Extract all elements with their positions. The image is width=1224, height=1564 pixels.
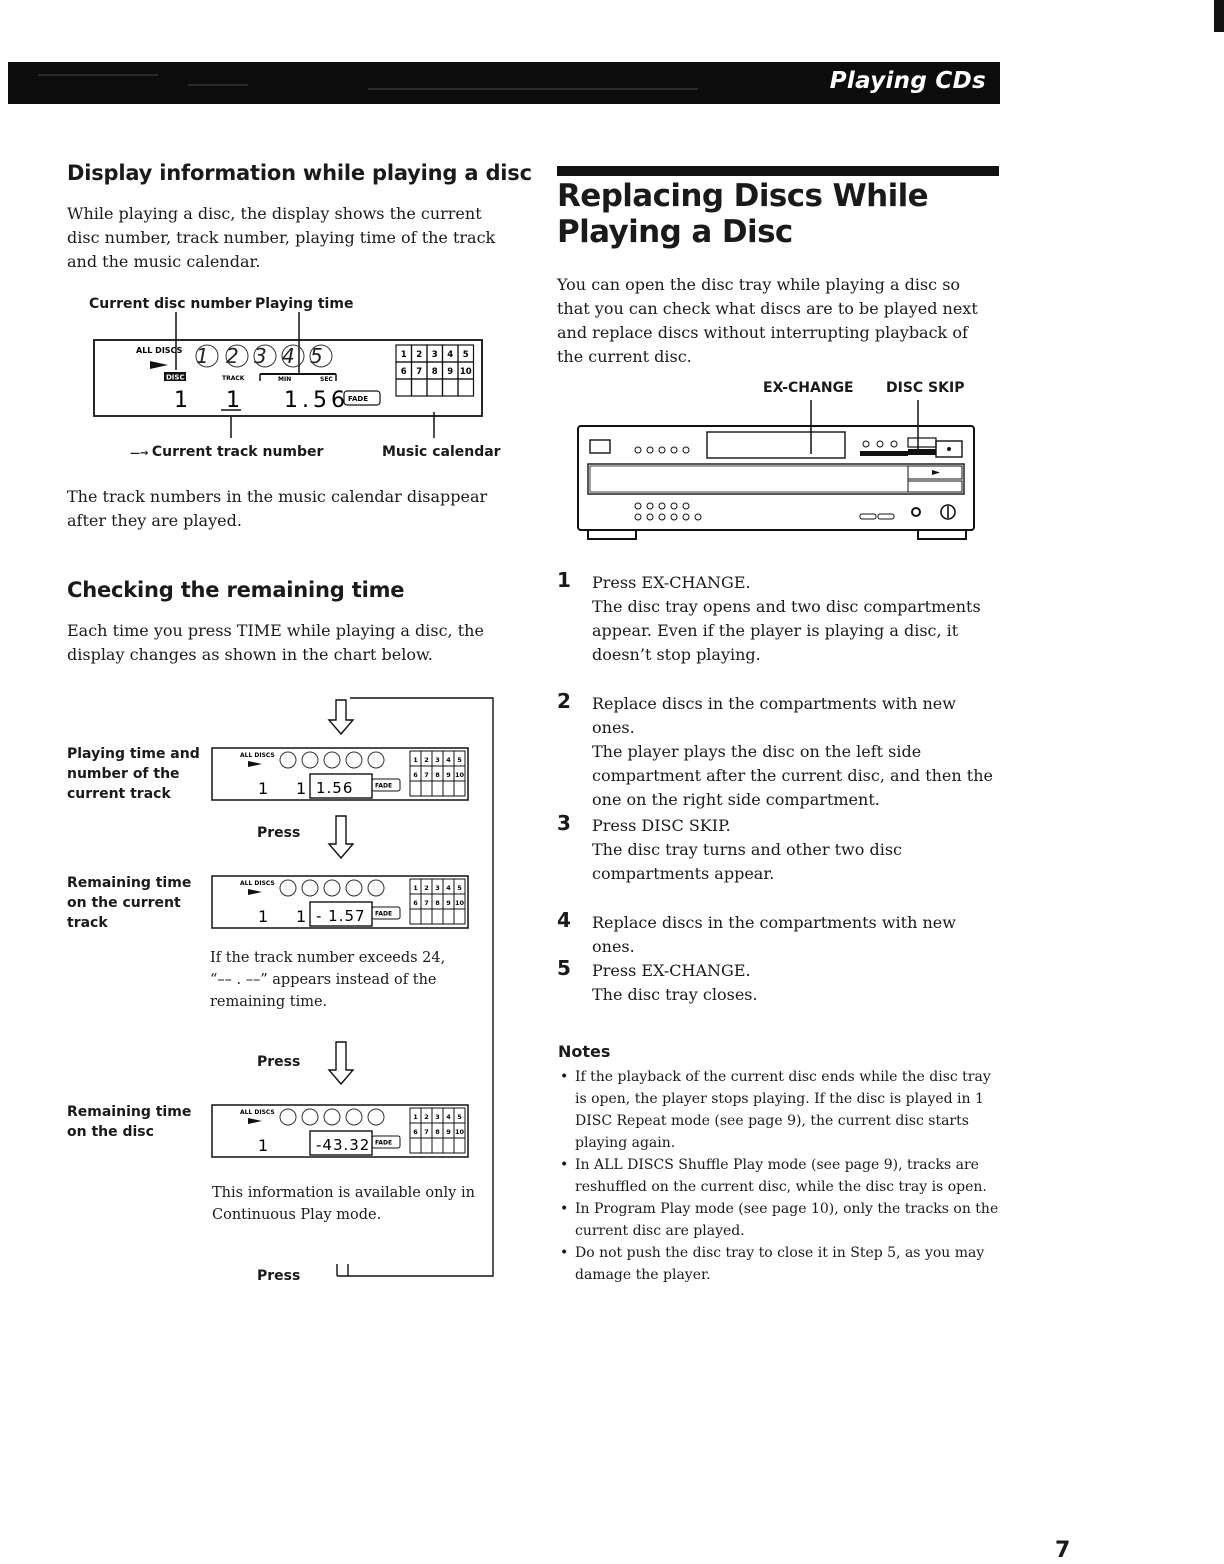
down-arrow-icon [329, 700, 353, 734]
calendar-number: 3 [431, 350, 438, 360]
calendar-cell [443, 909, 454, 924]
remaining-time-heading: Checking the remaining time [67, 578, 405, 602]
note-item: • If the playback of the current disc ends while the disc tray is open, the player stops playing. If the disc is played in 1 DISC Repeat mode (see page 9), the current disc starts playing again. [558, 1066, 1004, 1154]
remaining-time-body: Each time you press TIME while playing a disc, the display changes as shown in the chart below. [67, 621, 484, 664]
calendar-number: 6 [400, 367, 407, 377]
note-item: • In Program Play mode (see page 10), only the tracks on the current disc are played. [558, 1198, 1004, 1242]
disc-slot-5: 5 [310, 344, 323, 368]
calendar-number: 8 [435, 899, 440, 907]
calendar-cell [454, 909, 465, 924]
calendar-cell [421, 781, 432, 796]
ex-change-button [908, 438, 936, 447]
calendar-number: 1 [400, 350, 407, 360]
fade-tag: FADE [375, 782, 393, 790]
calendar-number: 9 [446, 1128, 451, 1136]
disc-slot-indicator [280, 1109, 296, 1125]
all-discs-indicator: ALL DISCS [240, 752, 275, 759]
bottom-buttons [635, 503, 701, 520]
calendar-cell [396, 379, 412, 396]
down-arrow-icon [329, 816, 353, 858]
calendar-number: 7 [416, 367, 423, 377]
calendar-number: 6 [413, 771, 418, 779]
mini-display-playing-time [210, 746, 470, 802]
step-5-detail: The disc tray closes. [592, 985, 758, 1004]
disc-slot-indicator [324, 880, 340, 896]
calendar-number: 10 [454, 899, 465, 907]
label-current-disc-number: Current disc number [89, 296, 252, 312]
time-value: 1.56 [316, 779, 354, 797]
section-header-band [8, 62, 1000, 104]
display-info-body: While playing a disc, the display shows the current disc number, track number, playing time of the track and the music calendar. [67, 204, 496, 271]
step-4 [592, 911, 997, 959]
state-label-remaining-disc: Remaining time on the disc [67, 1104, 192, 1140]
disc-number-value: 1 [258, 779, 269, 798]
disc-slot-indicator [346, 880, 362, 896]
calendar-cell [410, 1138, 421, 1153]
calendar-number: 7 [424, 899, 429, 907]
note-item: • Do not push the disc tray to close it in Step 5, as you may damage the player. [558, 1242, 1004, 1286]
time-value: - 1.57 [316, 907, 366, 925]
calendar-cell [454, 781, 465, 796]
disc-slot-indicator [302, 752, 318, 768]
disc-skip-button [908, 449, 936, 455]
calendar-number: 2 [424, 756, 429, 764]
calendar-cell [432, 781, 443, 796]
calendar-cell [432, 1138, 443, 1153]
step-5 [592, 959, 997, 1007]
calendar-number: 8 [431, 367, 438, 377]
disc-slot-1: 1 [196, 344, 209, 368]
replacing-body: You can open the disc tray while playing a disc so that you can check what discs are to be played next and replace discs without interrupting playback of the current disc. [557, 275, 978, 366]
right-buttons [863, 441, 897, 447]
fade-tag: FADE [375, 1139, 393, 1147]
calendar-number: 5 [457, 1113, 462, 1121]
calendar-cell [432, 909, 443, 924]
min-tag: MIN [278, 376, 292, 383]
step-3-detail: The disc tray turns and other two disc compartments appear. [592, 840, 902, 883]
calendar-number: 1 [413, 756, 418, 764]
disc-slot-indicator [368, 1109, 384, 1125]
cd-player-front-panel [570, 396, 990, 546]
note-item: • In ALL DISCS Shuffle Play mode (see page 9), tracks are reshuffled on the current disc, while the disc tray is open. [558, 1154, 1004, 1198]
track-tag: TRACK [222, 375, 245, 382]
label-music-calendar: Music calendar [382, 444, 501, 460]
calendar-number: 10 [459, 367, 472, 377]
disc-slot-indicator [302, 1109, 318, 1125]
step-1-detail: The disc tray opens and two disc compartments appear. Even if the player is playing a disc, it doesn’t stop playing. [592, 597, 981, 664]
mini-display-remaining-track [210, 874, 470, 930]
power-button [590, 440, 610, 453]
step-number-3: 3 [557, 811, 571, 835]
step-number-1: 1 [557, 568, 571, 592]
calendar-number: 8 [435, 771, 440, 779]
press-label-1: Press [257, 825, 301, 841]
disc-slot-indicator [368, 752, 384, 768]
notes-list [558, 1066, 1004, 1286]
page-edge-mark [1214, 0, 1224, 32]
calendar-cell [410, 909, 421, 924]
all-discs-indicator: ALL DISCS [240, 1109, 275, 1116]
step-number-2: 2 [557, 689, 571, 713]
disc-slot-indicator [280, 880, 296, 896]
disc-slot-4: 4 [282, 344, 295, 368]
step-1 [592, 571, 997, 667]
step-number-4: 4 [557, 908, 571, 932]
step-5-title: Press EX-CHANGE. [592, 961, 751, 980]
disc-slot-3: 3 [254, 344, 267, 368]
all-discs-indicator: ALL DISCS [136, 346, 183, 355]
remaining-track-note: If the track number exceeds 24, “–– . ––” appears instead of the remaining time. [210, 950, 446, 1010]
step-1-title: Press EX-CHANGE. [592, 573, 751, 592]
page-number: 7 [1055, 1538, 1071, 1563]
calendar-number: 10 [454, 1128, 465, 1136]
disc-slot-indicator [324, 752, 340, 768]
disc-slot-indicator [302, 880, 318, 896]
fade-tag: FADE [375, 910, 393, 918]
music-calendar-grid [396, 345, 474, 396]
track-number-value: 1 [226, 388, 240, 413]
label-ex-change: EX-CHANGE [763, 380, 854, 396]
press-label-2: Press [257, 1054, 301, 1070]
calendar-number: 9 [446, 771, 451, 779]
calendar-number: 5 [457, 756, 462, 764]
down-arrow-icon [329, 1042, 353, 1084]
calendar-number: 1 [413, 884, 418, 892]
calendar-cell [421, 1138, 432, 1153]
time-value: -43.32 [316, 1136, 371, 1154]
calendar-number: 2 [424, 1113, 429, 1121]
disc-number-value: 1 [258, 907, 269, 926]
section-title: Playing CDs [829, 68, 986, 94]
step-2-detail: The player plays the disc on the left side compartment after the current disc, and then the one on the right side compartment. [592, 742, 993, 809]
calendar-number: 10 [454, 771, 465, 779]
calendar-number: 3 [435, 756, 440, 764]
step-2 [592, 692, 997, 812]
calendar-number: 6 [413, 1128, 418, 1136]
replacing-heading: Replacing Discs While Playing a Disc [557, 178, 929, 250]
calendar-number: 1 [413, 1113, 418, 1121]
calendar-number: 4 [447, 350, 454, 360]
play-indicator-icon [150, 361, 168, 369]
display-info-heading: Display information while playing a disc [67, 161, 532, 185]
calendar-cell [458, 379, 474, 396]
press-label-3: Press [257, 1268, 301, 1284]
calendar-cell [421, 909, 432, 924]
all-discs-indicator: ALL DISCS [240, 880, 275, 887]
mini-display-remaining-disc [210, 1103, 470, 1159]
disc-slot-indicator [324, 1109, 340, 1125]
calendar-number: 3 [435, 1113, 440, 1121]
calendar-number: 3 [435, 884, 440, 892]
calendar-number: 6 [413, 899, 418, 907]
disc-slot-indicator [280, 752, 296, 768]
play-indicator-icon [248, 761, 262, 767]
state-label-playing-time: Playing time and number of the current track [67, 746, 200, 802]
calendar-number: 5 [462, 350, 469, 360]
track-number-value: 1 [296, 779, 307, 798]
notes-title: Notes [558, 1042, 611, 1061]
calendar-cell [443, 379, 459, 396]
label-current-track-number: —→ Current track number [130, 444, 324, 460]
step-2-title: Replace discs in the compartments with new ones. [592, 694, 956, 737]
step-number-5: 5 [557, 956, 571, 980]
step-3 [592, 814, 997, 886]
calendar-number: 2 [424, 884, 429, 892]
state-label-remaining-track: Remaining time on the current track [67, 875, 192, 931]
section-rule [557, 166, 999, 176]
step-4-title: Replace discs in the compartments with new ones. [592, 913, 956, 956]
disc-number-value: 1 [174, 388, 188, 413]
play-indicator-icon [248, 889, 262, 895]
disc-tag: DISC [166, 373, 185, 382]
calendar-cell [454, 1138, 465, 1153]
calendar-number: 4 [446, 884, 451, 892]
headphone-jack [912, 508, 920, 516]
calendar-number: 9 [446, 899, 451, 907]
calendar-number: 5 [457, 884, 462, 892]
track-number-value: 1 [296, 907, 307, 926]
calendar-number: 7 [424, 1128, 429, 1136]
calendar-number: 8 [435, 1128, 440, 1136]
display-panel-diagram [88, 312, 488, 442]
calendar-number: 9 [447, 367, 454, 377]
playing-time-value: 1.56 [284, 388, 349, 413]
calendar-cell [412, 379, 428, 396]
disc-slot-2: 2 [226, 344, 239, 368]
disc-slot-indicator [346, 1109, 362, 1125]
remaining-disc-note: This information is available only in Continuous Play mode. [212, 1185, 475, 1223]
step-3-title: Press DISC SKIP. [592, 816, 731, 835]
sec-tag: SEC [320, 376, 333, 383]
calendar-number: 7 [424, 771, 429, 779]
calendar-note: The track numbers in the music calendar disappear after they are played. [67, 487, 488, 530]
calendar-number: 4 [446, 1113, 451, 1121]
player-display-window [707, 432, 845, 458]
label-playing-time: Playing time [255, 296, 354, 312]
calendar-cell [443, 1138, 454, 1153]
calendar-cell [443, 781, 454, 796]
top-buttons [635, 447, 689, 453]
disc-number-value: 1 [258, 1136, 269, 1155]
fade-tag: FADE [348, 395, 368, 403]
label-disc-skip: DISC SKIP [886, 380, 965, 396]
calendar-number: 4 [446, 756, 451, 764]
disc-slot-indicator [346, 752, 362, 768]
calendar-cell [410, 781, 421, 796]
calendar-number: 2 [416, 350, 423, 360]
disc-slot-indicator [368, 880, 384, 896]
calendar-cell [427, 379, 443, 396]
play-indicator-icon [248, 1118, 262, 1124]
